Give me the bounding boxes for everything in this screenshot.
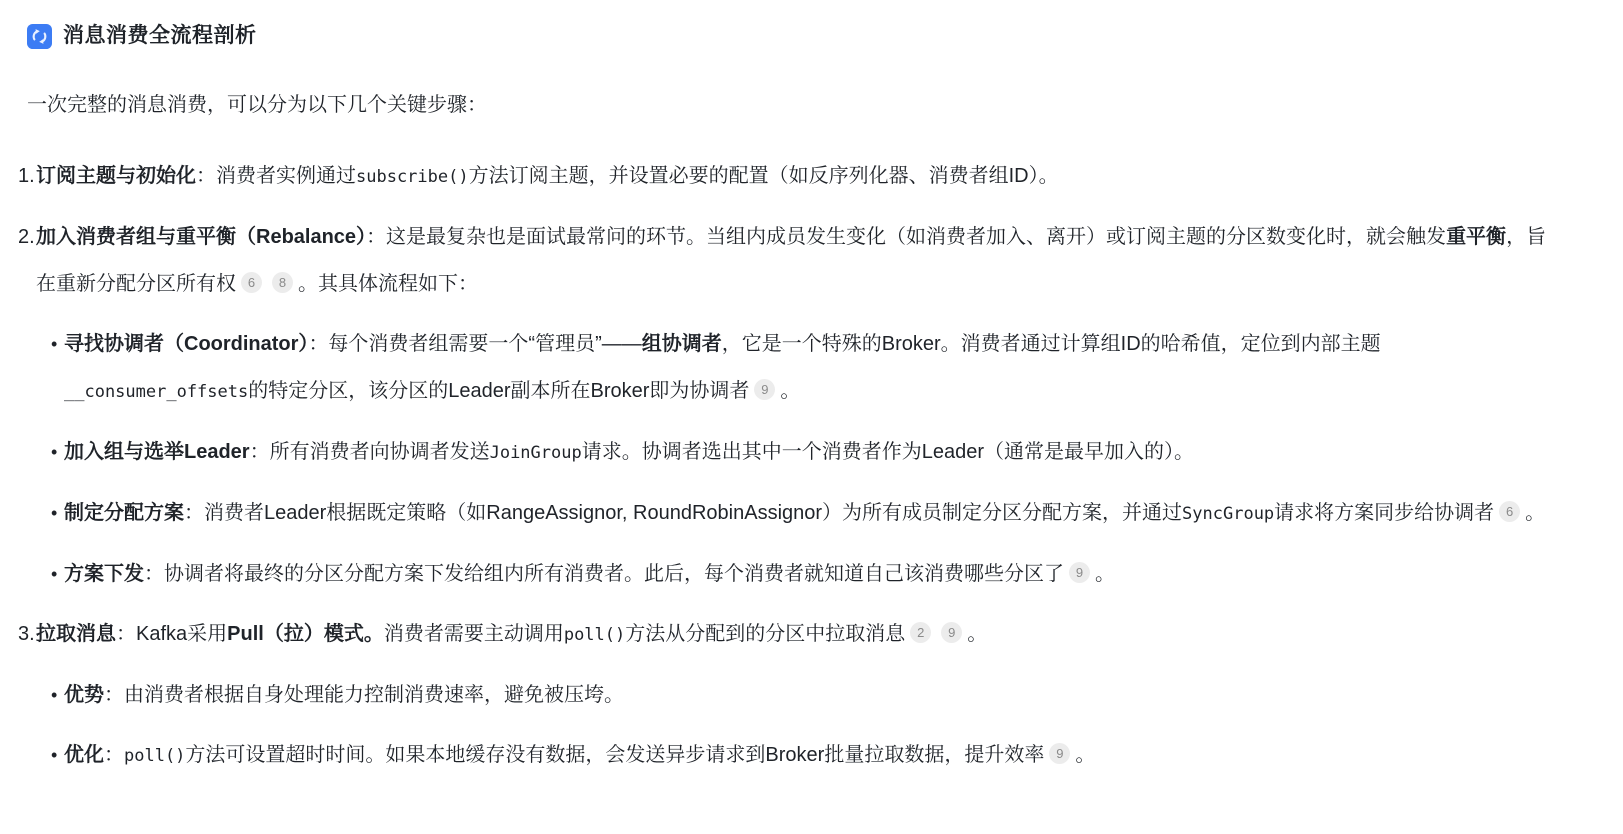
text-run: 消费者需要主动调用 <box>383 623 564 645</box>
bold-text: 寻找协调者（Coordinator） <box>64 333 309 355</box>
bold-text: 优势 <box>64 684 104 706</box>
bold-text: 重平衡 <box>1446 226 1507 248</box>
text-run: ：消费者Leader根据既定策略（如RangeAssignor, RoundRobinAssignor）为所有成员制定分区分配方案，并通过 <box>184 502 1183 524</box>
step-number: 3. <box>18 623 35 645</box>
sub-item-text <box>64 684 624 706</box>
text-run: 方法从分配到的分区中拉取消息 <box>625 623 906 645</box>
bold-text: Pull（拉）模式。 <box>227 623 384 645</box>
step-number: 2. <box>18 226 35 248</box>
inline-code: poll() <box>563 625 626 645</box>
bold-text: 订阅主题与初始化 <box>36 165 196 187</box>
citation-badge[interactable]: 6 <box>1499 501 1520 522</box>
sub-item-text <box>64 333 1381 402</box>
sync-icon <box>27 24 52 49</box>
step-item-3 <box>18 611 1563 780</box>
step-item-2 <box>18 214 1563 598</box>
text-run: 方法订阅主题，并设置必要的配置（如反序列化器、消费者组ID）。 <box>468 165 1059 187</box>
text-run: 。 <box>1075 744 1096 766</box>
inline-code: __consumer_offsets <box>64 382 249 402</box>
inline-code: SyncGroup <box>1182 504 1275 524</box>
text-run: 。 <box>1525 502 1546 524</box>
text-run: 。 <box>780 380 801 402</box>
step-text <box>36 623 987 645</box>
step-number: 1. <box>18 165 35 187</box>
intro-paragraph: 一次完整的消息消费，可以分为以下几个关键步骤： <box>27 94 487 116</box>
sub-item-text <box>64 441 1194 463</box>
text-run: ：每个消费者组需要一个“管理员”—— <box>308 333 642 355</box>
citation-badge[interactable]: 6 <box>241 272 262 293</box>
text-run: ：Kafka采用 <box>116 623 228 645</box>
text-run: 请求将方案同步给协调者 <box>1274 502 1495 524</box>
text-run: 请求。协调者选出其中一个消费者作为Leader（通常是最早加入的）。 <box>581 441 1194 463</box>
bullet-marker: • <box>51 334 58 354</box>
text-run: ：这是最复杂也是面试最常问的环节。当组内成员发生变化（如消费者加入、离开）或订阅主题的分区数变化时，就会触发 <box>366 226 1447 248</box>
steps-list <box>18 153 1563 780</box>
inline-code: poll() <box>124 746 186 766</box>
section-header <box>27 22 1563 50</box>
text-run: ： <box>104 744 124 766</box>
inline-code: subscribe() <box>356 167 469 187</box>
sub-list <box>51 672 1563 780</box>
citation-badge[interactable]: 9 <box>1069 562 1090 583</box>
inline-code: JoinGroup <box>489 443 582 463</box>
bullet-marker: • <box>51 503 58 523</box>
text-run: ，旨在重新分配分区所有权 <box>36 226 1547 295</box>
sub-item <box>51 490 1563 538</box>
text-run: 的特定分区，该分区的Leader副本所在Broker即为协调者 <box>248 380 750 402</box>
text-run: ：消费者实例通过 <box>196 165 356 187</box>
text-run: ，它是一个特殊的Broker。消费者通过计算组ID的哈希值，定位到内部主题 <box>721 333 1381 355</box>
bold-text: 拉取消息 <box>36 623 116 645</box>
bold-text: 加入组与选举Leader <box>64 441 250 463</box>
bold-text: 制定分配方案 <box>64 502 184 524</box>
step-text <box>36 226 1546 295</box>
citation-badge[interactable]: 8 <box>272 272 293 293</box>
sub-item-text <box>64 744 1095 766</box>
citation-badge[interactable]: 2 <box>910 622 931 643</box>
sub-item <box>51 672 1563 719</box>
text-run: 方法可设置超时时间。如果本地缓存没有数据，会发送异步请求到Broker批量拉取数据，提升效率 <box>185 744 1045 766</box>
sub-item-text <box>64 563 1115 585</box>
text-run: ：由消费者根据自身处理能力控制消费速率，避免被压垮。 <box>104 684 624 706</box>
bullet-marker: • <box>51 442 58 462</box>
text-run: ：所有消费者向协调者发送 <box>249 441 490 463</box>
citation-badge[interactable]: 9 <box>941 622 962 643</box>
text-run: 。其具体流程如下： <box>298 273 478 295</box>
sub-list <box>51 321 1563 598</box>
bold-text: 组协调者 <box>641 333 722 355</box>
bullet-marker: • <box>51 745 58 765</box>
citation-badge[interactable]: 9 <box>1049 743 1070 764</box>
step-text <box>36 165 1059 187</box>
citation-badge[interactable]: 9 <box>754 379 775 400</box>
bold-text: 加入消费者组与重平衡（Rebalance） <box>36 226 367 248</box>
sub-item <box>51 551 1563 598</box>
bullet-marker: • <box>51 685 58 705</box>
step-item-1 <box>18 153 1563 201</box>
bold-text: 优化 <box>64 744 104 766</box>
bold-text: 方案下发 <box>64 563 144 585</box>
text-run: 。 <box>967 623 988 645</box>
bullet-marker: • <box>51 564 58 584</box>
sub-item <box>51 732 1563 780</box>
sub-item <box>51 429 1563 477</box>
sub-item <box>51 321 1563 416</box>
text-run: ：协调者将最终的分区分配方案下发给组内所有消费者。此后，每个消费者就知道自己该消费哪些分区了 <box>144 563 1064 585</box>
text-run: 。 <box>1095 563 1115 585</box>
page-title: 消息消费全流程剖析 <box>63 24 257 47</box>
sub-item-text <box>64 502 1545 524</box>
